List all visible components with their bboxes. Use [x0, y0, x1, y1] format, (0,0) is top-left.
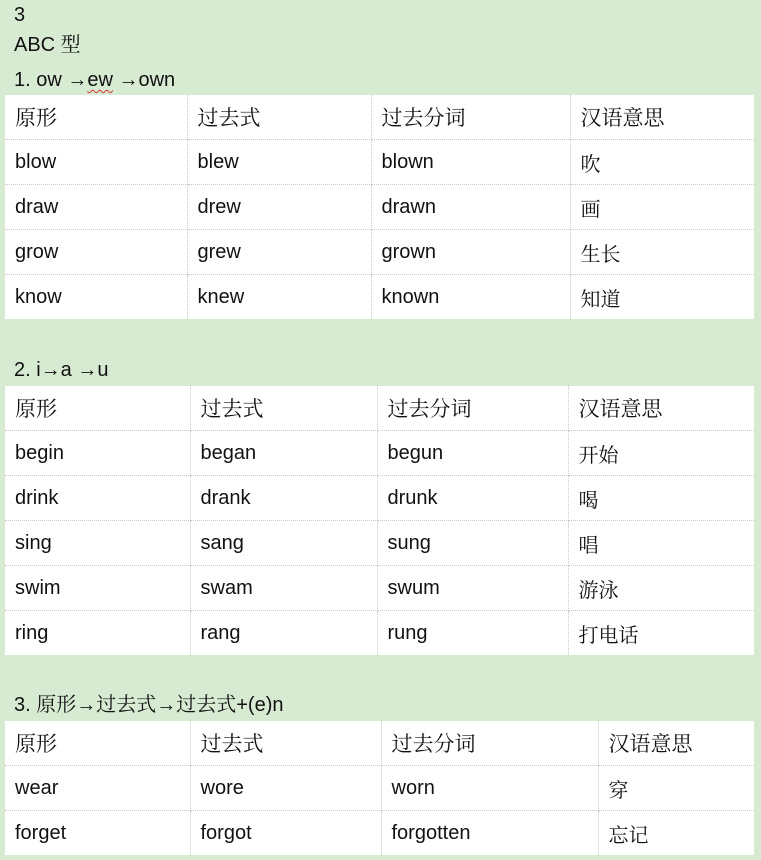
- cell-past: forgot: [190, 811, 381, 856]
- table-row: [5, 811, 754, 856]
- cell-meaning: 唱: [568, 521, 754, 566]
- cell-base: begin: [5, 431, 190, 476]
- table-row: [5, 140, 754, 185]
- cell-participle: swum: [377, 566, 568, 611]
- table-row: [5, 275, 754, 320]
- cell-base: blow: [5, 140, 187, 185]
- cell-past: grew: [187, 230, 371, 275]
- cell-base: know: [5, 275, 187, 320]
- cell-participle: begun: [377, 431, 568, 476]
- section-2-title: 2. i→a →u: [14, 359, 109, 381]
- header-cell-past: 过去式: [190, 721, 381, 766]
- cell-meaning: 吹: [570, 140, 754, 185]
- section-1-title: [14, 67, 175, 93]
- table-row: [5, 766, 754, 811]
- header-cell-meaning: 汉语意思: [568, 386, 754, 431]
- section-3-table: [5, 721, 754, 855]
- cell-past: knew: [187, 275, 371, 320]
- section-1-title-prefix: 1. ow →: [14, 69, 88, 91]
- page-heading: ABC 型: [14, 34, 81, 56]
- cell-participle: rung: [377, 611, 568, 656]
- section-1-title-marked: ew: [87, 69, 113, 91]
- cell-base: wear: [5, 766, 190, 811]
- cell-participle: forgotten: [381, 811, 598, 856]
- section-3-title: 3. 原形→过去式→过去式+(e)n: [14, 694, 284, 716]
- cell-participle: known: [371, 275, 570, 320]
- page-number: 3: [14, 4, 26, 26]
- table-row: [5, 185, 754, 230]
- cell-meaning: 知道: [580, 288, 621, 311]
- header-cell-participle: 过去分词: [377, 386, 568, 431]
- table-header-row: [5, 95, 754, 140]
- table-row: [5, 431, 754, 476]
- cell-base: forget: [5, 811, 190, 856]
- cell-participle: worn: [381, 766, 598, 811]
- cell-participle: grown: [371, 230, 570, 275]
- header-cell-past: 过去式: [190, 386, 377, 431]
- header-cell-meaning: 汉语意思: [570, 95, 754, 140]
- table-row: [5, 566, 754, 611]
- header-cell-participle: 过去分词: [381, 721, 598, 766]
- header-cell-participle: 过去分词: [371, 95, 570, 140]
- header-cell-meaning: 汉语意思: [598, 721, 754, 766]
- header-cell-past: 过去式: [187, 95, 371, 140]
- cell-participle: drunk: [377, 476, 568, 521]
- table-header-row: [5, 386, 754, 431]
- cell-participle: sung: [377, 521, 568, 566]
- cell-past: drank: [190, 476, 377, 521]
- table-row: [5, 611, 754, 656]
- cell-base: sing: [5, 521, 190, 566]
- cell-participle: drawn: [371, 185, 570, 230]
- cell-past: sang: [190, 521, 377, 566]
- table-row: [5, 230, 754, 275]
- cell-past: began: [190, 431, 377, 476]
- cell-past: swam: [190, 566, 377, 611]
- cell-base: draw: [5, 185, 187, 230]
- cell-meaning: 打电话: [578, 624, 639, 647]
- cell-base: swim: [5, 566, 190, 611]
- cell-base: ring: [5, 611, 190, 656]
- cell-meaning: 喝: [568, 476, 754, 521]
- cell-meaning: 生长: [570, 230, 754, 275]
- cell-participle: blown: [371, 140, 570, 185]
- cell-meaning: 忘记: [608, 824, 649, 847]
- table-row: [5, 521, 754, 566]
- cell-meaning: 游泳: [568, 566, 754, 611]
- header-cell-base: 原形: [5, 95, 187, 140]
- cell-past: rang: [190, 611, 377, 656]
- table-header-row: [5, 721, 754, 766]
- cell-past: blew: [187, 140, 371, 185]
- table-row: [5, 476, 754, 521]
- cell-meaning: 开始: [568, 431, 754, 476]
- section-1-title-suffix: →own: [112, 69, 176, 91]
- section-2-table: [5, 386, 754, 655]
- section-1-table: [5, 95, 754, 319]
- cell-meaning: 穿: [598, 766, 754, 811]
- cell-base: drink: [5, 476, 190, 521]
- cell-meaning: 画: [570, 185, 754, 230]
- cell-base: grow: [5, 230, 187, 275]
- cell-past: drew: [187, 185, 371, 230]
- header-cell-base: 原形: [5, 721, 190, 766]
- header-cell-base: 原形: [5, 386, 190, 431]
- cell-past: wore: [190, 766, 381, 811]
